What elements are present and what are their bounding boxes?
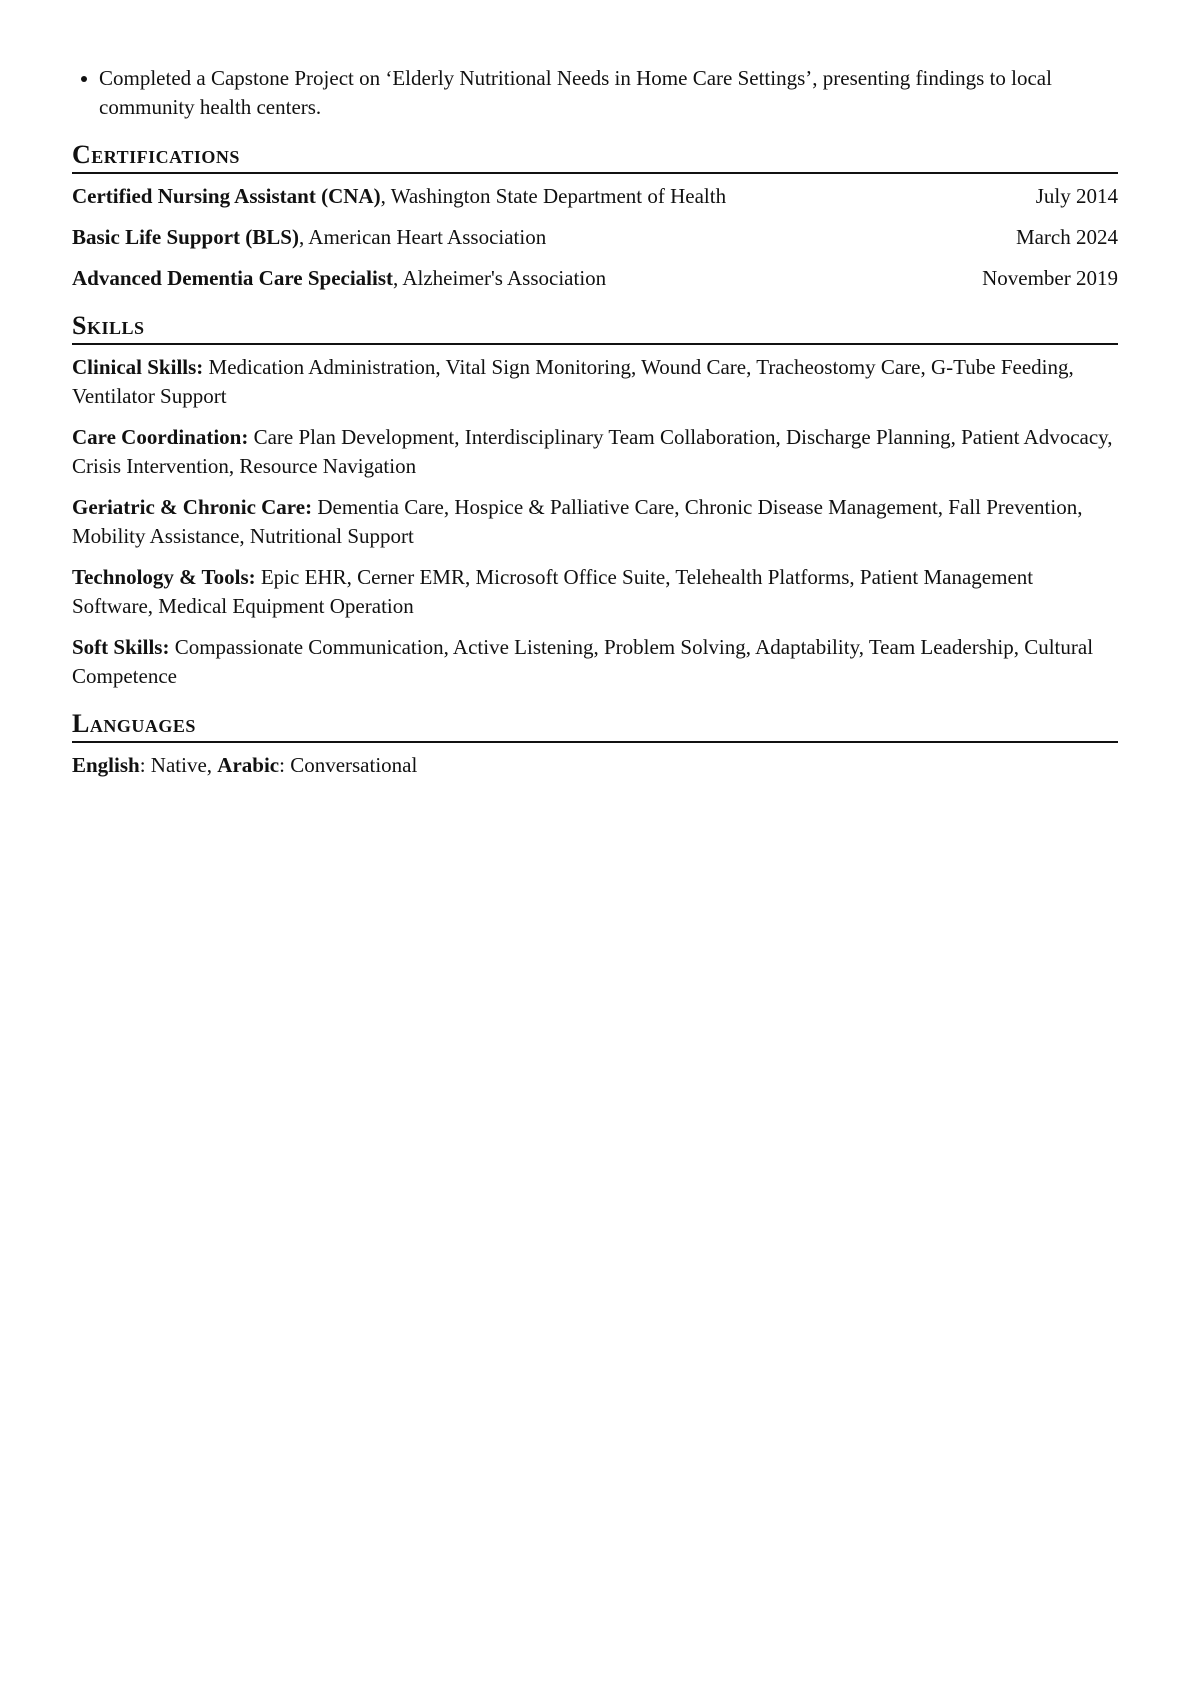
skill-category: Soft Skills: (72, 635, 170, 659)
skill-list: Dementia Care, Hospice & Palliative Care, Chronic Disease Management, Fall Prevention, Mobility Assistance, Nutritional Support (72, 495, 1083, 548)
certifications-heading: Certifications (72, 140, 1118, 174)
education-bullet: Completed a Capstone Project on ‘Elderly Nutritional Needs in Home Care Settings’, presenting findings to local community health centers. (99, 64, 1118, 122)
certification-date: November 2019 (982, 266, 1118, 290)
skills-heading: Skills (72, 311, 1118, 345)
languages-heading: Languages (72, 709, 1118, 743)
certification-name: Basic Life Support (BLS) (72, 225, 299, 249)
skill-list: Care Plan Development, Interdisciplinary Team Collaboration, Discharge Planning, Patient Advocacy, Crisis Intervention, Resource Navigation (72, 425, 1113, 478)
language-name: Arabic (217, 753, 280, 777)
certification-date: July 2014 (1035, 184, 1118, 208)
certification-row (72, 264, 1118, 293)
skill-list: Compassionate Communication, Active Listening, Problem Solving, Adaptability, Team Leadership, Cultural Competence (72, 635, 1094, 688)
skill-list: Epic EHR, Cerner EMR, Microsoft Office Suite, Telehealth Platforms, Patient Management Software, Medical Equipment Operation (72, 565, 1034, 618)
language-separator: , (206, 753, 218, 777)
education-bullet-list (72, 64, 1118, 122)
skill-row (72, 633, 1118, 691)
certification-issuer: , Washington State Department of Health (380, 184, 727, 208)
skill-row (72, 493, 1118, 551)
certification-row (72, 182, 1118, 211)
languages-row (72, 751, 1118, 780)
skill-category: Geriatric & Chronic Care: (72, 495, 313, 519)
certification-name: Advanced Dementia Care Specialist (72, 266, 393, 290)
certification-date: March 2024 (1015, 225, 1118, 249)
skill-list: Medication Administration, Vital Sign Monitoring, Wound Care, Tracheostomy Care, G-Tube Feeding, Ventilator Support (72, 355, 1074, 408)
language-level: : Native (139, 753, 207, 777)
skill-category: Clinical Skills: (72, 355, 204, 379)
skill-row (72, 353, 1118, 411)
skill-category: Technology & Tools: (72, 565, 256, 589)
language-level: : Conversational (279, 753, 418, 777)
certification-issuer: , American Heart Association (298, 225, 547, 249)
certification-issuer: , Alzheimer's Association (393, 266, 607, 290)
skill-category: Care Coordination: (72, 425, 249, 449)
skill-row (72, 423, 1118, 481)
certification-name: Certified Nursing Assistant (CNA) (72, 184, 381, 208)
language-name: English (72, 753, 140, 777)
certification-row (72, 223, 1118, 252)
skill-row (72, 563, 1118, 621)
